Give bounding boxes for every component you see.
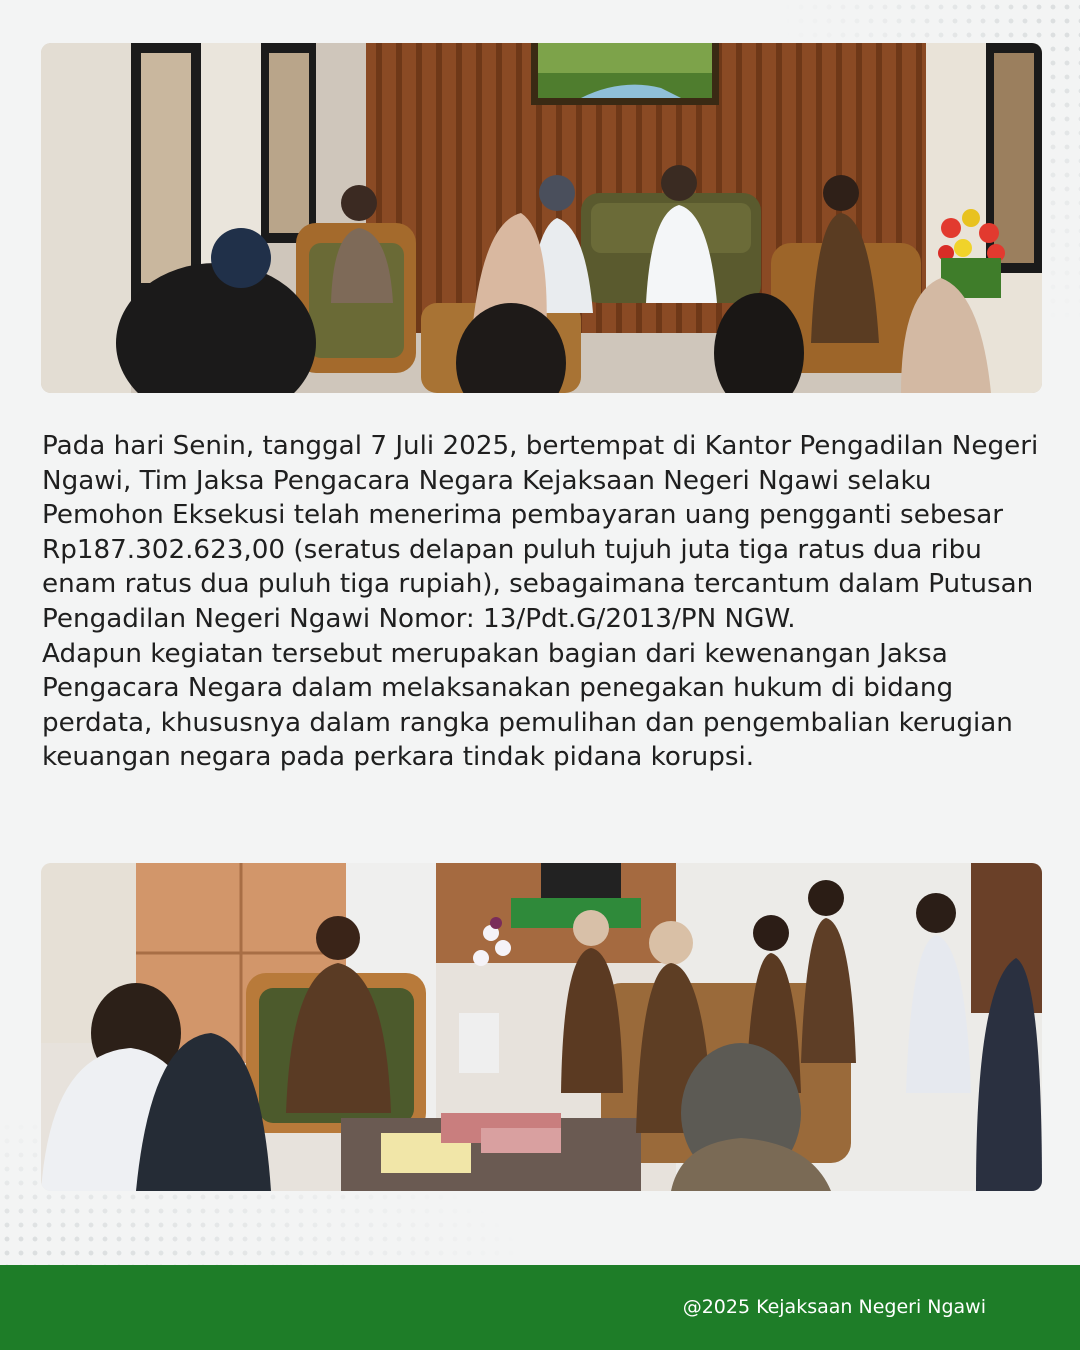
paragraph-1: Pada hari Senin, tanggal 7 Juli 2025, bertempat di Kantor Pengadilan Negeri Ngawi, Tim Jaksa Pengacara Negara Kejaksaan Negeri Ngawi selaku Pemohon Eksekusi telah menerima pembayaran uang pengganti sebesar Rp187.302.623,00 (seratus delapan puluh tujuh juta tiga ratus dua ribu enam ratus dua puluh tiga rupiah), sebagaimana tercantum dalam Putusan Pengadilan Negeri Ngawi Nomor: 13/Pdt.G/2013/PN NGW. (42, 431, 1039, 634)
footer-bar (0, 1265, 1080, 1350)
footer-copyright: @2025 Kejaksaan Negeri Ngawi (682, 1296, 986, 1318)
meeting-photo-bottom (41, 863, 1042, 1191)
paragraph-2: Adapun kegiatan tersebut merupakan bagian dari kewenangan Jaksa Pengacara Negara dalam melaksanakan penegakan hukum di bidang perdata, khususnya dalam rangka pemulihan dan pengembalian kerugian keuangan negara pada perkara tindak pidana korupsi. (42, 638, 1013, 773)
meeting-photo-top (41, 43, 1042, 393)
article-body (42, 429, 1042, 775)
